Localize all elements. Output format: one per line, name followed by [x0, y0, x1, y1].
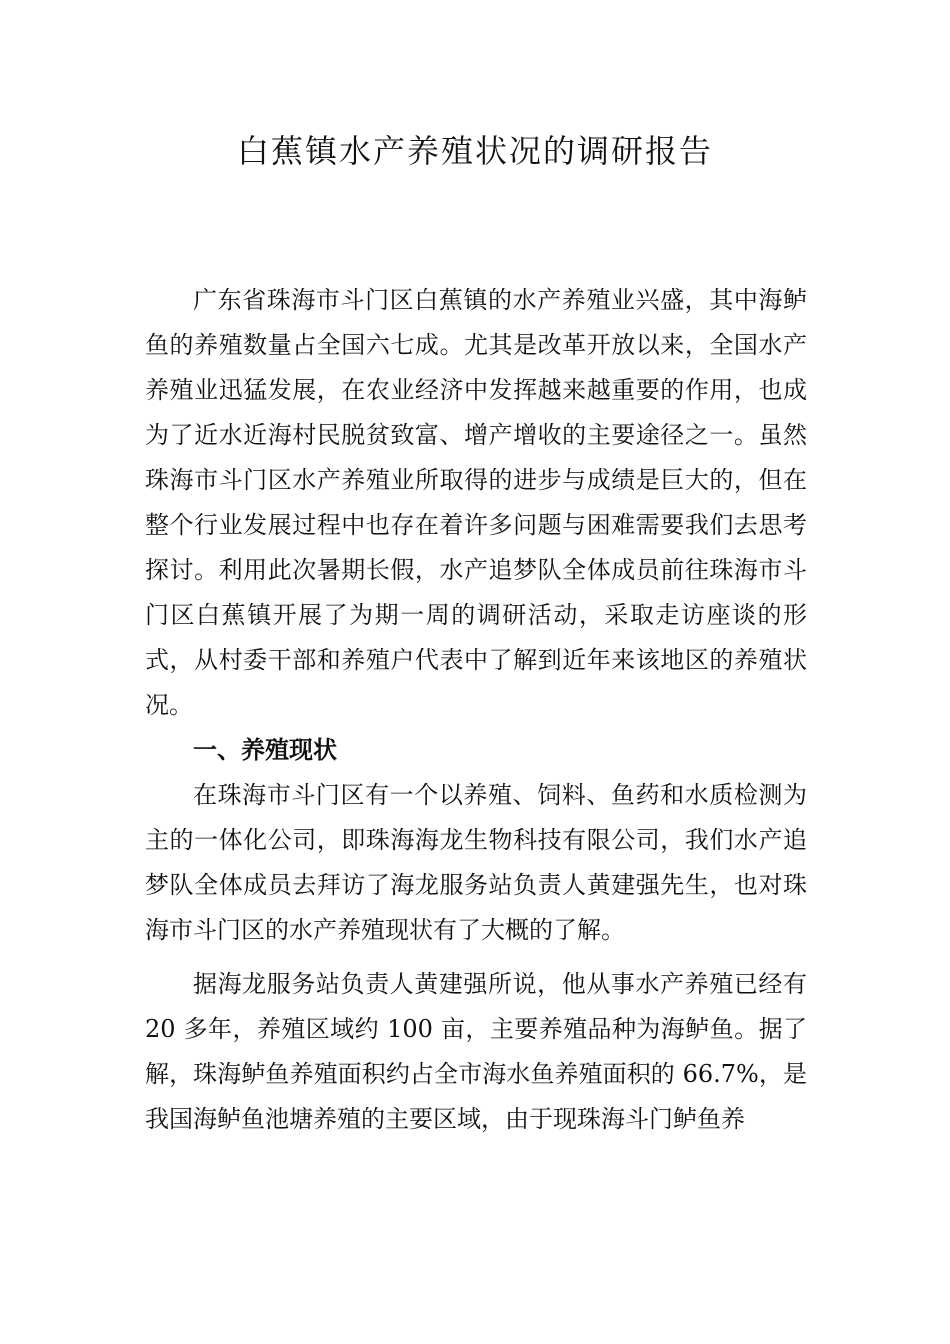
intro-paragraph: 广东省珠海市斗门区白蕉镇的水产养殖业兴盛，其中海鲈鱼的养殖数量占全国六七成。尤其是改革开放以来，全国水产养殖业迅猛发展，在农业经济中发挥越来越重要的作用，也成为了近水近海村民脱贫致富、增产增收的主要途径之一。虽然珠海市斗门区水产养殖业所取得的进步与成绩是巨大的，但在整个行业发展过程中也存在着许多问题与困难需要我们去思考探讨。利用此次暑期长假，水产追梦队全体成员前往珠海市斗门区白蕉镇开展了为期一周的调研活动，采取走访座谈的形式，从村委干部和养殖户代表中了解到近年来该地区的养殖状况。	[145, 286, 807, 719]
section-paragraph-1: 在珠海市斗门区有一个以养殖、饲料、鱼药和水质检测为主的一体化公司，即珠海海龙生物科技有限公司，我们水产追梦队全体成员去拜访了海龙服务站负责人黄建强先生，也对珠海市斗门区的水产养殖现状有了大概的了解。	[145, 781, 807, 944]
section-heading-status: 一、养殖现状	[193, 736, 337, 764]
document-title: 白蕉镇水产养殖状况的调研报告	[236, 132, 713, 170]
document-body	[145, 278, 807, 1142]
section-paragraph-2: 据海龙服务站负责人黄建强所说，他从事水产养殖已经有 20 多年，养殖区域约 100 亩，主要养殖品种为海鲈鱼。据了解，珠海鲈鱼养殖面积约占全市海水鱼养殖面积的 66.7%，是我国海鲈鱼池塘养殖的主要区域，由于现珠海斗门鲈鱼养	[145, 970, 807, 1133]
